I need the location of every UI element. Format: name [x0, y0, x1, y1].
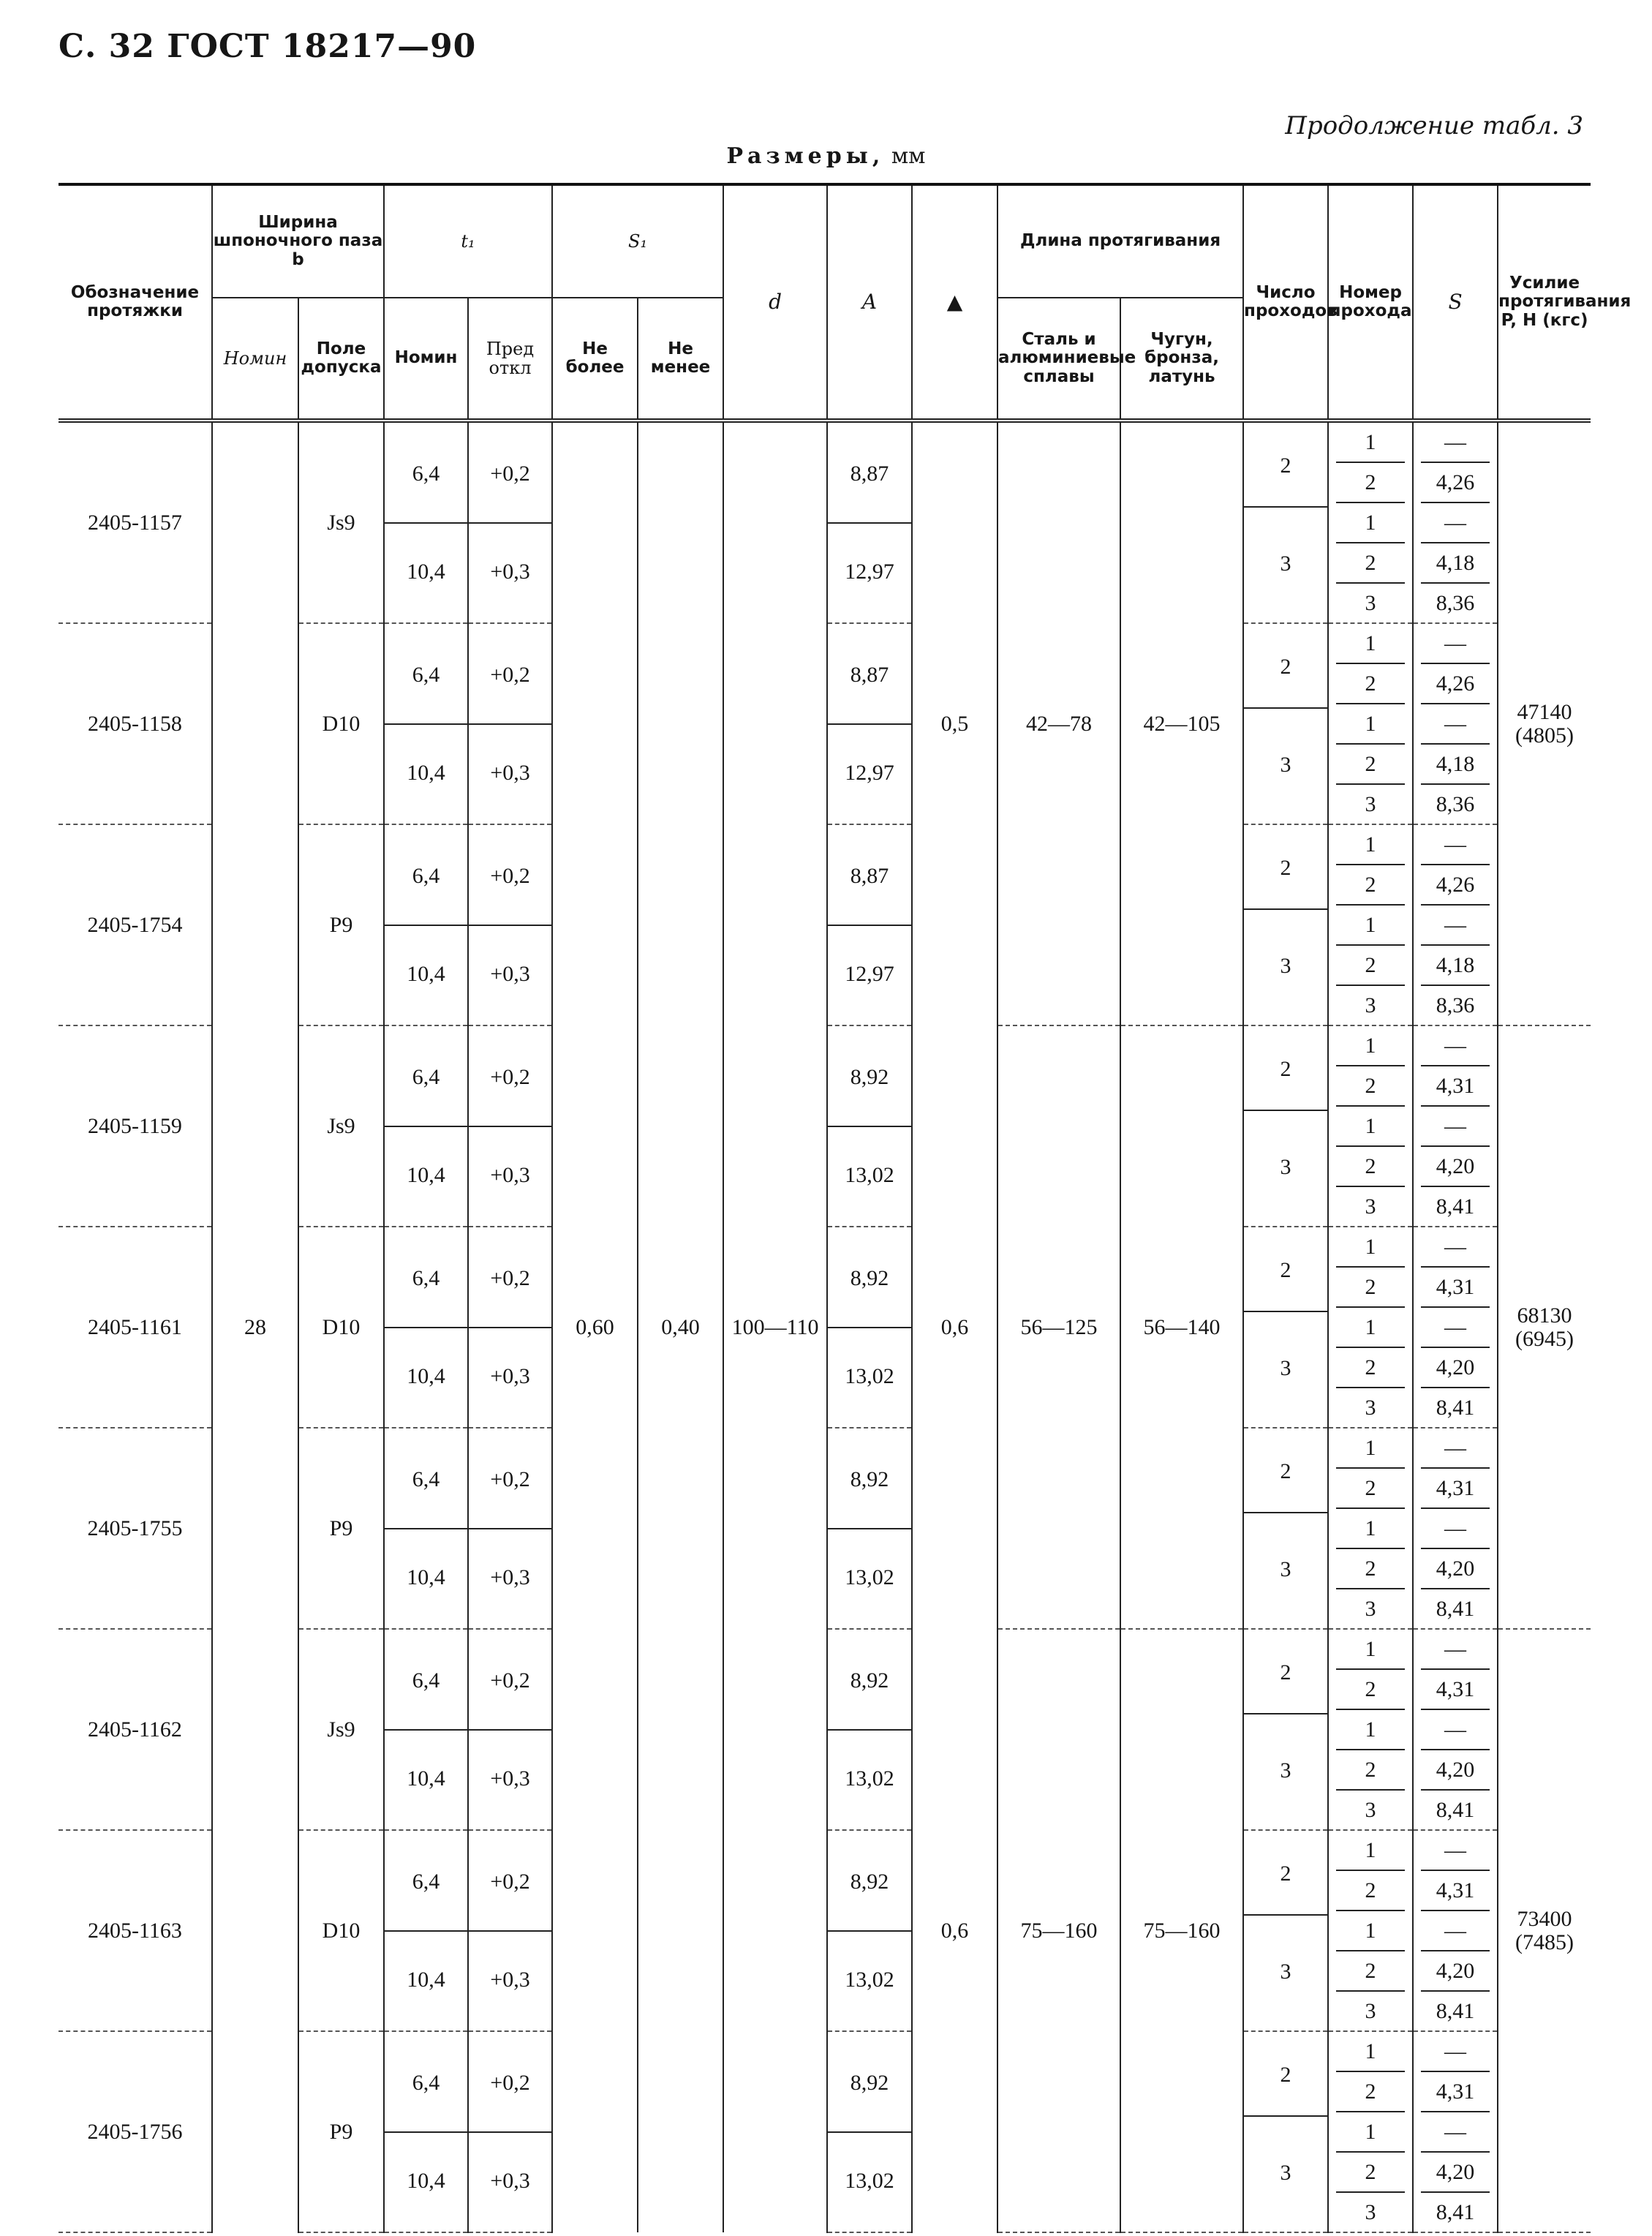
s-value: — [1421, 1107, 1490, 1147]
num-passes-2: 3 [1280, 1355, 1291, 1380]
s-value: 4,26 [1421, 865, 1490, 906]
t1-dev-cell [468, 1629, 552, 1830]
t1-dev-1: +0,2 [469, 2035, 551, 2133]
t1-dev-cell [468, 2031, 552, 2232]
num-passes-1: 2 [1244, 828, 1327, 910]
force-n: 47140 [1517, 700, 1572, 724]
force-kgf: (7485) [1515, 1930, 1574, 1954]
col-designation: Обозначение протяжки [59, 184, 212, 421]
t1-nom-2: 10,4 [407, 1162, 445, 1187]
pass-no: 2 [1336, 1147, 1405, 1187]
s-cell [1413, 1629, 1498, 1830]
tol-cell: P9 [298, 1428, 384, 1629]
t1-nom-1: 6,4 [385, 1431, 467, 1529]
t1-nom-cell [384, 1227, 468, 1428]
s-value: — [1421, 1710, 1490, 1750]
pass-no: 2 [1336, 1871, 1405, 1911]
t1-dev-cell [468, 421, 552, 623]
s1-min-cell: 0,40 [638, 421, 723, 2232]
pass-no: 2 [1336, 865, 1405, 906]
pass-no: 2 [1336, 1348, 1405, 1388]
s-value: 4,20 [1421, 1549, 1490, 1589]
t1-nom-2: 10,4 [407, 961, 445, 986]
pass-no: 1 [1336, 704, 1405, 745]
num-passes-cell [1243, 824, 1328, 1025]
designation-cell: 2405-1159 [59, 1025, 212, 1227]
col-len-cast: Чугун, бронза, латунь [1120, 298, 1243, 421]
pass-no: 2 [1336, 664, 1405, 704]
a-cell [827, 2031, 912, 2232]
force-n: 68130 [1517, 1303, 1572, 1328]
designation-cell: 2405-1163 [59, 1830, 212, 2031]
triangle-cell: 0,6 [912, 1629, 997, 2232]
t1-dev-cell [468, 1025, 552, 1227]
designation-cell: 2405-1754 [59, 824, 212, 1025]
col-t1-group: t₁ [384, 184, 552, 298]
pass-no: 2 [1336, 1268, 1405, 1308]
t1-nom-1: 6,4 [385, 1633, 467, 1731]
s-value: — [1421, 1911, 1490, 1951]
d-cell: 100—110 [723, 421, 827, 2232]
tol-cell: P9 [298, 2031, 384, 2232]
pass-no: 1 [1336, 1630, 1405, 1670]
pass-no: 1 [1336, 906, 1405, 946]
t1-dev-cell [468, 824, 552, 1025]
s-cell [1413, 1830, 1498, 2031]
tol-cell: Js9 [298, 1025, 384, 1227]
num-passes-cell [1243, 1629, 1328, 1830]
force-n: 73400 [1517, 1907, 1572, 1931]
pass-no: 3 [1365, 993, 1376, 1017]
s-value: — [1421, 423, 1490, 463]
num-passes-cell [1243, 1227, 1328, 1428]
num-passes-cell [1243, 421, 1328, 623]
t1-dev-1: +0,2 [469, 1230, 551, 1328]
col-s1-max: Не более [552, 298, 638, 421]
num-passes-cell [1243, 1830, 1328, 2031]
t1-nom-1: 6,4 [385, 2035, 467, 2133]
pass-no: 3 [1365, 1194, 1376, 1219]
t1-nom-2: 10,4 [407, 559, 445, 584]
pass-no: 2 [1336, 463, 1405, 503]
s-value: — [1421, 1026, 1490, 1066]
s-cell [1413, 2031, 1498, 2232]
pass-no: 2 [1336, 2072, 1405, 2112]
s-value: 8,36 [1436, 590, 1475, 615]
len-cast-cell: 42—105 [1120, 421, 1243, 1025]
triangle-cell: 0,6 [912, 1025, 997, 1629]
t1-nom-1: 6,4 [385, 1029, 467, 1127]
num-passes-cell [1243, 2031, 1328, 2232]
col-pass-no: Номер прохода [1328, 184, 1413, 421]
t1-dev-1: +0,2 [469, 1633, 551, 1731]
t1-dev-1: +0,2 [469, 828, 551, 926]
t1-dev-2: +0,3 [490, 760, 530, 785]
pass-no: 2 [1336, 1549, 1405, 1589]
s-value: 4,20 [1421, 2153, 1490, 2193]
col-s1-group: S₁ [552, 184, 723, 298]
t1-dev-2: +0,3 [490, 961, 530, 986]
s1-max-cell: 0,60 [552, 421, 638, 2232]
page-header: С. 32 ГОСТ 18217—90 [59, 28, 477, 65]
col-s: S [1413, 184, 1498, 421]
s-value: — [1421, 704, 1490, 745]
a-value-1: 8,92 [828, 1431, 911, 1529]
num-passes-2: 3 [1280, 1758, 1291, 1783]
pass-no: 2 [1336, 1469, 1405, 1509]
force-cell [1498, 1629, 1591, 2232]
s-value: 8,41 [1436, 1797, 1475, 1822]
num-passes-cell [1243, 1025, 1328, 1227]
pass-no: 1 [1336, 1428, 1405, 1469]
num-passes-2: 3 [1280, 1154, 1291, 1179]
s-value: — [1421, 1428, 1490, 1469]
a-value-2: 13,02 [845, 2168, 894, 2193]
pass-no: 2 [1336, 1670, 1405, 1710]
t1-nom-cell [384, 421, 468, 623]
a-value-1: 8,87 [828, 426, 911, 524]
s-value: 4,31 [1421, 1066, 1490, 1107]
len-steel-cell: 42—78 [997, 421, 1120, 1025]
s-value: 4,31 [1421, 2072, 1490, 2112]
pass-no-cell [1328, 1227, 1413, 1428]
num-passes-2: 3 [1280, 1556, 1291, 1581]
t1-dev-cell [468, 1227, 552, 1428]
num-passes-cell [1243, 623, 1328, 824]
s-value: — [1421, 825, 1490, 865]
pass-no: 3 [1365, 1998, 1376, 2023]
t1-dev-2: +0,3 [490, 1565, 530, 1589]
s-cell [1413, 1428, 1498, 1629]
pass-no-cell [1328, 421, 1413, 623]
num-passes-2: 3 [1280, 1959, 1291, 1984]
designation-cell: 2405-1755 [59, 1428, 212, 1629]
pass-no: 1 [1336, 624, 1405, 664]
t1-nom-cell [384, 1629, 468, 1830]
col-force: Усилие протягивания P, Н (кгс) [1498, 184, 1591, 421]
force-kgf: (6945) [1515, 1326, 1574, 1351]
num-passes-2: 3 [1280, 551, 1291, 576]
col-a: A [827, 184, 912, 421]
a-value-1: 8,87 [828, 828, 911, 926]
continuation-label: Продолжение табл. 3 [1285, 111, 1583, 140]
s-value: — [1421, 906, 1490, 946]
s-value: 4,18 [1421, 946, 1490, 986]
pass-no-cell [1328, 824, 1413, 1025]
len-steel-cell: 56—125 [997, 1025, 1120, 1629]
pass-no: 1 [1336, 1308, 1405, 1348]
t1-nom-cell [384, 623, 468, 824]
s-value: 4,26 [1421, 463, 1490, 503]
tol-cell: D10 [298, 623, 384, 824]
col-s1-min: Не менее [638, 298, 723, 421]
num-passes-cell [1243, 1428, 1328, 1629]
s-value: 8,41 [1436, 1395, 1475, 1420]
pass-no-cell [1328, 1025, 1413, 1227]
table-row [59, 421, 1591, 623]
a-value-2: 12,97 [845, 760, 894, 785]
designation-cell: 2405-1158 [59, 623, 212, 824]
designation-cell: 2405-1157 [59, 421, 212, 623]
pass-no-cell [1328, 623, 1413, 824]
num-passes-2: 3 [1280, 2160, 1291, 2185]
pass-no: 2 [1336, 946, 1405, 986]
pass-no: 1 [1336, 1509, 1405, 1549]
t1-dev-2: +0,3 [490, 1967, 530, 1992]
units-suffix: мм [891, 143, 926, 169]
pass-no: 3 [1365, 1395, 1376, 1420]
a-cell [827, 1025, 912, 1227]
a-value-1: 8,92 [828, 1029, 911, 1127]
a-value-1: 8,92 [828, 2035, 911, 2133]
a-cell [827, 1830, 912, 2031]
col-b-tol: Поле допуска [298, 298, 384, 421]
s-value: 8,36 [1436, 791, 1475, 816]
t1-dev-cell [468, 623, 552, 824]
force-cell [1498, 421, 1591, 1025]
s-cell [1413, 623, 1498, 824]
t1-nom-cell [384, 2031, 468, 2232]
s-value: — [1421, 503, 1490, 543]
a-cell [827, 1629, 912, 1830]
triangle-cell: 0,5 [912, 421, 997, 1025]
col-b-nom: Номин [212, 298, 298, 421]
pass-no: 1 [1336, 825, 1405, 865]
t1-nom-cell [384, 824, 468, 1025]
s-value: 4,31 [1421, 1469, 1490, 1509]
a-value-2: 13,02 [845, 1967, 894, 1992]
tol-cell: Js9 [298, 1629, 384, 1830]
pass-no-cell [1328, 1428, 1413, 1629]
a-cell [827, 824, 912, 1025]
pass-no-cell [1328, 1629, 1413, 1830]
t1-nom-2: 10,4 [407, 2168, 445, 2193]
s-cell [1413, 824, 1498, 1025]
pass-no: 2 [1336, 1066, 1405, 1107]
a-value-1: 8,92 [828, 1230, 911, 1328]
t1-dev-1: +0,2 [469, 1834, 551, 1932]
pass-no: 1 [1336, 423, 1405, 463]
t1-dev-1: +0,2 [469, 1029, 551, 1127]
a-cell [827, 1428, 912, 1629]
num-passes-1: 2 [1244, 426, 1327, 508]
a-value-1: 8,92 [828, 1834, 911, 1932]
col-t1-dev: Пред откл [468, 298, 552, 421]
t1-dev-2: +0,3 [490, 1162, 530, 1187]
pass-no: 2 [1336, 1951, 1405, 1992]
pass-no: 3 [1365, 590, 1376, 615]
s-value: 8,41 [1436, 1998, 1475, 2023]
a-cell [827, 623, 912, 824]
s-value: 4,20 [1421, 1147, 1490, 1187]
col-len-steel: Сталь и алюминиевые сплавы [997, 298, 1120, 421]
t1-nom-2: 10,4 [407, 1766, 445, 1791]
t1-dev-cell [468, 1428, 552, 1629]
col-t1-nom: Номин [384, 298, 468, 421]
s-value: 4,20 [1421, 1951, 1490, 1992]
pass-no: 1 [1336, 2112, 1405, 2153]
pass-no: 3 [1365, 2199, 1376, 2224]
pass-no: 1 [1336, 1831, 1405, 1871]
num-passes-1: 2 [1244, 627, 1327, 709]
col-b-group: Ширина шпоночного паза b [212, 184, 384, 298]
t1-nom-1: 6,4 [385, 1230, 467, 1328]
s-value: 8,36 [1436, 993, 1475, 1017]
t1-nom-cell [384, 1025, 468, 1227]
num-passes-1: 2 [1244, 1029, 1327, 1111]
t1-dev-2: +0,3 [490, 2168, 530, 2193]
s-value: 4,20 [1421, 1750, 1490, 1791]
t1-nom-1: 6,4 [385, 426, 467, 524]
s-cell [1413, 1227, 1498, 1428]
tol-cell: D10 [298, 1227, 384, 1428]
units-label: Размеры, [726, 143, 885, 169]
t1-nom-2: 10,4 [407, 760, 445, 785]
s-value: — [1421, 1227, 1490, 1268]
col-length-group: Длина протягивания [997, 184, 1243, 298]
t1-dev-1: +0,2 [469, 1431, 551, 1529]
pass-no: 1 [1336, 1911, 1405, 1951]
a-cell [827, 1227, 912, 1428]
num-passes-2: 3 [1280, 953, 1291, 978]
num-passes-1: 2 [1244, 1431, 1327, 1513]
col-num-passes: Число проходов [1243, 184, 1328, 421]
t1-dev-2: +0,3 [490, 1363, 530, 1388]
pass-no: 1 [1336, 2032, 1405, 2072]
t1-nom-2: 10,4 [407, 1967, 445, 1992]
pass-no-cell [1328, 2031, 1413, 2232]
pass-no: 3 [1365, 791, 1376, 816]
table-body [59, 421, 1591, 2232]
s-value: — [1421, 1630, 1490, 1670]
s-value: 8,41 [1436, 1194, 1475, 1219]
pass-no: 1 [1336, 1026, 1405, 1066]
pass-no: 2 [1336, 1750, 1405, 1791]
num-passes-1: 2 [1244, 2035, 1327, 2117]
s-value: — [1421, 2032, 1490, 2072]
s-value: 4,31 [1421, 1268, 1490, 1308]
t1-dev-1: +0,2 [469, 627, 551, 725]
t1-nom-cell [384, 1428, 468, 1629]
t1-nom-1: 6,4 [385, 1834, 467, 1932]
s-value: 4,18 [1421, 543, 1490, 584]
b-nom-cell: 28 [212, 421, 298, 2232]
force-kgf: (4805) [1515, 723, 1574, 748]
s-cell [1413, 421, 1498, 623]
s-value: — [1421, 1308, 1490, 1348]
s-value: 8,41 [1436, 2199, 1475, 2224]
pass-no: 2 [1336, 543, 1405, 584]
designation-cell: 2405-1162 [59, 1629, 212, 1830]
t1-nom-1: 6,4 [385, 627, 467, 725]
s-value: 4,18 [1421, 745, 1490, 785]
a-value-2: 13,02 [845, 1766, 894, 1791]
s-value: 4,31 [1421, 1670, 1490, 1710]
broach-dimensions-table [59, 183, 1632, 2233]
s-value: — [1421, 1831, 1490, 1871]
designation-cell: 2405-1161 [59, 1227, 212, 1428]
units-caption [0, 143, 1652, 169]
s-value: — [1421, 624, 1490, 664]
t1-dev-2: +0,3 [490, 559, 530, 584]
t1-dev-cell [468, 1830, 552, 2031]
num-passes-1: 2 [1244, 1230, 1327, 1312]
tol-cell: Js9 [298, 421, 384, 623]
len-cast-cell: 56—140 [1120, 1025, 1243, 1629]
pass-no: 3 [1365, 1596, 1376, 1621]
force-cell [1498, 1025, 1591, 1629]
s-value: 4,26 [1421, 664, 1490, 704]
t1-nom-cell [384, 1830, 468, 2031]
len-steel-cell: 75—160 [997, 1629, 1120, 2232]
col-triangle: ▲ [912, 184, 997, 421]
t1-dev-2: +0,3 [490, 1766, 530, 1791]
tol-cell: D10 [298, 1830, 384, 2031]
s-value: — [1421, 2112, 1490, 2153]
pass-no: 1 [1336, 1710, 1405, 1750]
pass-no: 1 [1336, 503, 1405, 543]
a-value-1: 8,87 [828, 627, 911, 725]
t1-dev-1: +0,2 [469, 426, 551, 524]
pass-no: 2 [1336, 2153, 1405, 2193]
pass-no: 1 [1336, 1227, 1405, 1268]
s-cell [1413, 1025, 1498, 1227]
a-value-2: 12,97 [845, 961, 894, 986]
t1-nom-2: 10,4 [407, 1565, 445, 1589]
tol-cell: P9 [298, 824, 384, 1025]
col-d: d [723, 184, 827, 421]
pass-no: 3 [1365, 1797, 1376, 1822]
s-value: 4,31 [1421, 1871, 1490, 1911]
s-value: 8,41 [1436, 1596, 1475, 1621]
a-value-2: 13,02 [845, 1162, 894, 1187]
a-value-2: 12,97 [845, 559, 894, 584]
pass-no: 2 [1336, 745, 1405, 785]
num-passes-2: 3 [1280, 752, 1291, 777]
num-passes-1: 2 [1244, 1834, 1327, 1916]
pass-no-cell [1328, 1830, 1413, 2031]
a-value-1: 8,92 [828, 1633, 911, 1731]
designation-cell: 2405-1756 [59, 2031, 212, 2232]
s-value: — [1421, 1509, 1490, 1549]
len-cast-cell: 75—160 [1120, 1629, 1243, 2232]
a-value-2: 13,02 [845, 1363, 894, 1388]
num-passes-1: 2 [1244, 1633, 1327, 1714]
a-value-2: 13,02 [845, 1565, 894, 1589]
pass-no: 1 [1336, 1107, 1405, 1147]
s-value: 4,20 [1421, 1348, 1490, 1388]
t1-nom-2: 10,4 [407, 1363, 445, 1388]
a-cell [827, 421, 912, 623]
t1-nom-1: 6,4 [385, 828, 467, 926]
